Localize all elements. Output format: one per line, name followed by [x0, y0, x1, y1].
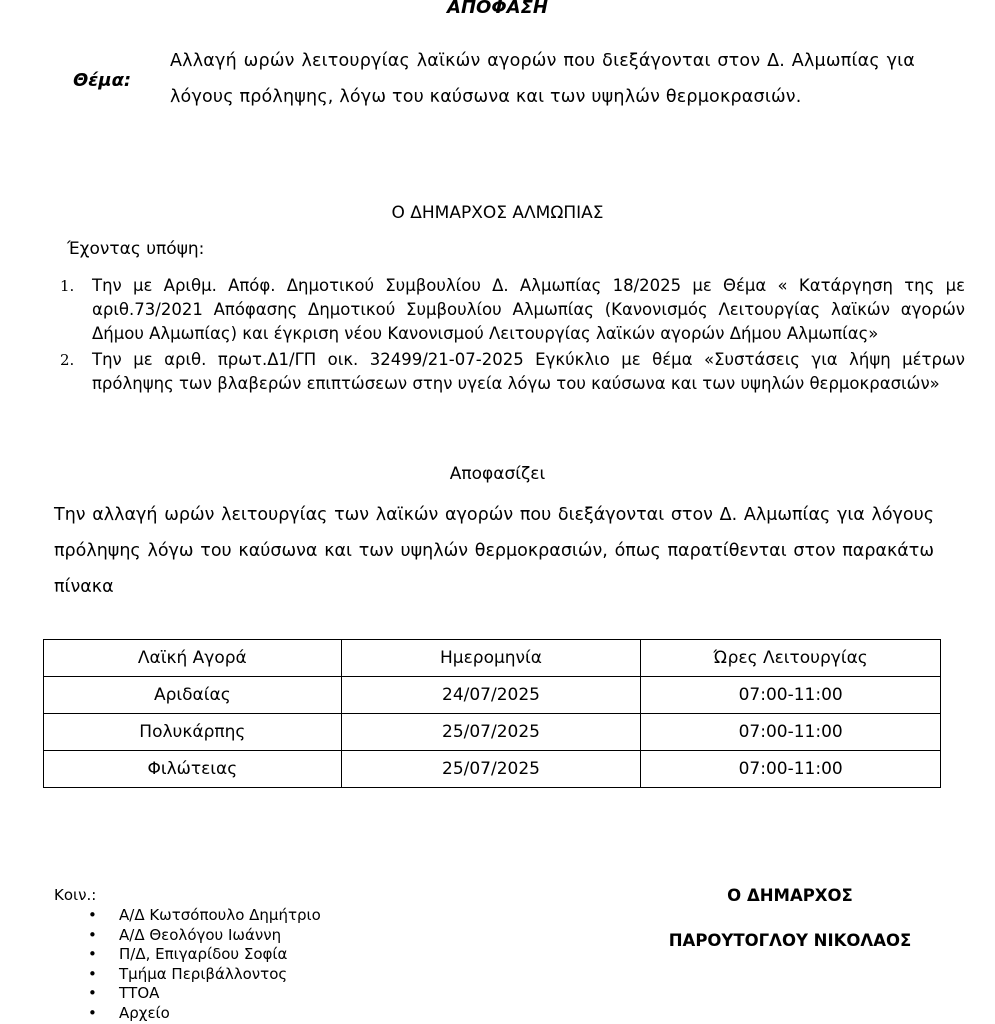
reference-item: [60, 274, 965, 346]
reference-text: Την με Αριθμ. Απόφ. Δημοτικού Συμβουλίου Δ. Αλμωπίας 18/2025 με Θέμα « Κατάργηση της με αριθ.73/2021 Απόφασης Δημοτικού Συμβουλίου Αλμωπίας (Κανονισμός Λειτουργίας λαϊκών αγορών Δήμου Αλμωπίας) και έγκριση νέου Κανονισμού Λειτουργίας λαϊκών αγορών Δήμου Αλμωπίας»: [92, 276, 965, 343]
decision-text: Την αλλαγή ωρών λειτουργίας των λαϊκών αγορών που διεξάγονται στον Δ. Αλμωπίας για λόγους πρόληψης λόγω του καύσωνα και των υψηλών θερμοκρασιών, όπως παρατίθενται στον παρακάτω πίνακα: [54, 505, 934, 597]
cc-list-item: • Αρχείο: [88, 1004, 321, 1024]
table-cell: Φιλώτειας: [44, 751, 342, 788]
decides-heading: Αποφασίζει: [449, 464, 546, 484]
subject-text: Αλλαγή ωρών λειτουργίας λαϊκών αγορών που διεξάγονται στον Δ. Αλμωπίας για λόγους πρόληψης, λόγω του καύσωνα και των υψηλών θερμοκρασιών.: [170, 51, 915, 107]
reference-number: 1.: [60, 277, 75, 295]
subject-label: Θέμα:: [73, 70, 132, 91]
reference-text: Την με αριθ. πρωτ.Δ1/ΓΠ οικ. 32499/21-07-2025 Εγκύκλιο με θέμα «Συστάσεις για λήψη μέτρων πρόληψης των βλαβερών επιπτώσεων στην υγεία λόγω του καύσωνα και των υψηλών θερμοκρασιών»: [92, 350, 965, 393]
table-row: [44, 751, 941, 788]
table-header-row: [44, 640, 941, 677]
table-cell: 24/07/2025: [341, 677, 641, 714]
table-cell: 07:00-11:00: [641, 677, 941, 714]
reference-number: 2.: [60, 351, 75, 369]
signer-title: Ο ΔΗΜΑΡΧΟΣ: [727, 886, 853, 905]
table-row: [44, 714, 941, 751]
table-cell: 07:00-11:00: [641, 751, 941, 788]
table-cell: Πολυκάρπης: [44, 714, 342, 751]
cc-list-item: • ΤΤΟΑ: [88, 984, 321, 1004]
cc-list-item: • Α/Δ Θεολόγου Ιωάννη: [88, 926, 321, 946]
table-header-cell: Ημερομηνία: [341, 640, 641, 677]
table-cell: 25/07/2025: [341, 714, 641, 751]
table-header-cell: Λαϊκή Αγορά: [44, 640, 342, 677]
table-cell: Αριδαίας: [44, 677, 342, 714]
document-title: ΑΠΟΦΑΣΗ: [447, 0, 548, 18]
table-header-cell: Ώρες Λειτουργίας: [641, 640, 941, 677]
cc-list-item: • Α/Δ Κωτσόπουλο Δημήτριο: [88, 906, 321, 926]
table-row: [44, 677, 941, 714]
cc-list-item: • Π/Δ, Επιγαρίδου Σοφία: [88, 945, 321, 965]
references-list: [60, 274, 965, 396]
mayor-heading: Ο ΔΗΜΑΡΧΟΣ ΑΛΜΩΠΙΑΣ: [391, 203, 604, 223]
cc-list-item: • Τμήμα Περιβάλλοντος: [88, 965, 321, 985]
cc-label: Κοιν.:: [54, 886, 97, 904]
table-cell: 07:00-11:00: [641, 714, 941, 751]
considering-label: Έχοντας υπόψη:: [67, 239, 205, 259]
markets-table: [43, 639, 941, 788]
reference-item: [60, 348, 965, 396]
table-cell: 25/07/2025: [341, 751, 641, 788]
cc-list: [88, 906, 321, 1023]
signer-name: ΠΑΡΟΥΤΟΓΛΟΥ ΝΙΚΟΛΑΟΣ: [668, 931, 912, 950]
